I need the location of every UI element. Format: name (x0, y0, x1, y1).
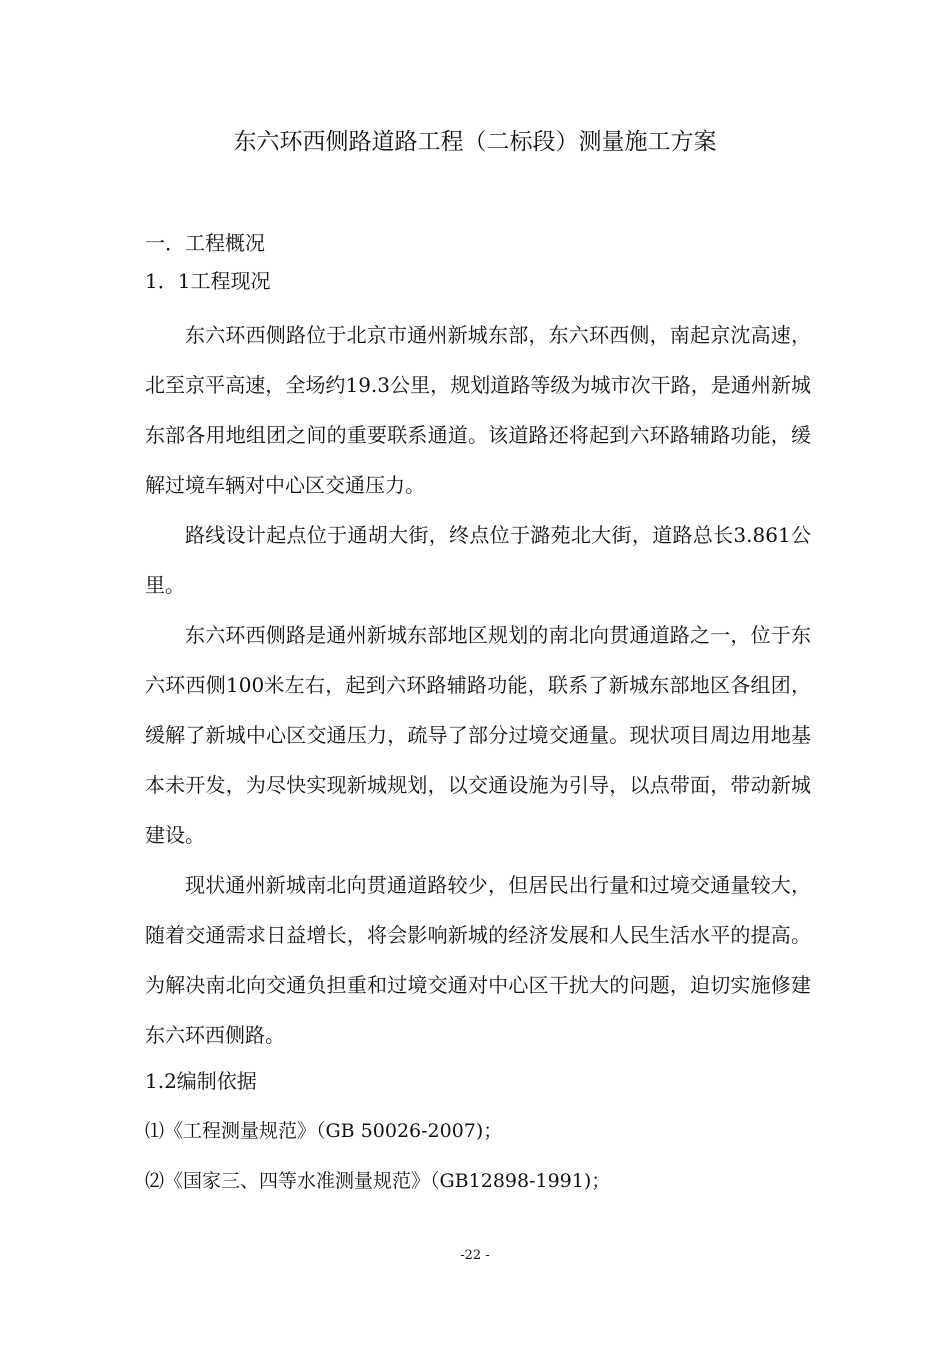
reference-item-2: ⑵《国家三、四等水准测量规范》（GB12898-1991)； (145, 1170, 611, 1192)
section-heading-1-2: 1.2编制依据 (145, 1069, 257, 1093)
section-heading-1-1: 1．1工程现况 (145, 269, 271, 293)
paragraph-4: 现状通州新城南北向贯通道路较少，但居民出行量和过境交通量较大，随着交通需求日益增长，将会影响新城的经济发展和人民生活水平的提高。为解决南北向交通负担重和过境交通对中心区干扰大的问题，迫切实施修建东六环西侧路。 (145, 873, 811, 1047)
paragraph-1: 东六环西侧路位于北京市通州新城东部，东六环西侧，南起京沈高速，北至京平高速，全场约19.3公里，规划道路等级为城市次干路，是通州新城东部各用地组团之间的重要联系通道。该道路还将起到六环路辅路功能，缓解过境车辆对中心区交通压力。 (145, 323, 811, 497)
paragraph-3: 东六环西侧路是通州新城东部地区规划的南北向贯通道路之一，位于东六环西侧100米左右，起到六环路辅路功能，联系了新城东部地区各组团，缓解了新城中心区交通压力，疏导了部分过境交通量。现状项目周边用地基本未开发，为尽快实现新城规划，以交通设施为引导，以点带面，带动新城建设。 (145, 623, 811, 847)
document-title: 东六环西侧路道路工程（二标段）测量施工方案 (233, 129, 717, 155)
paragraph-2: 路线设计起点位于通胡大街，终点位于潞苑北大街，道路总长3.861公里。 (145, 523, 811, 597)
page-number: -22 - (460, 1248, 490, 1263)
section-heading-1: 一．工程概况 (145, 231, 265, 255)
reference-item-1: ⑴《工程测量规范》（GB 50026-2007)； (145, 1120, 503, 1142)
